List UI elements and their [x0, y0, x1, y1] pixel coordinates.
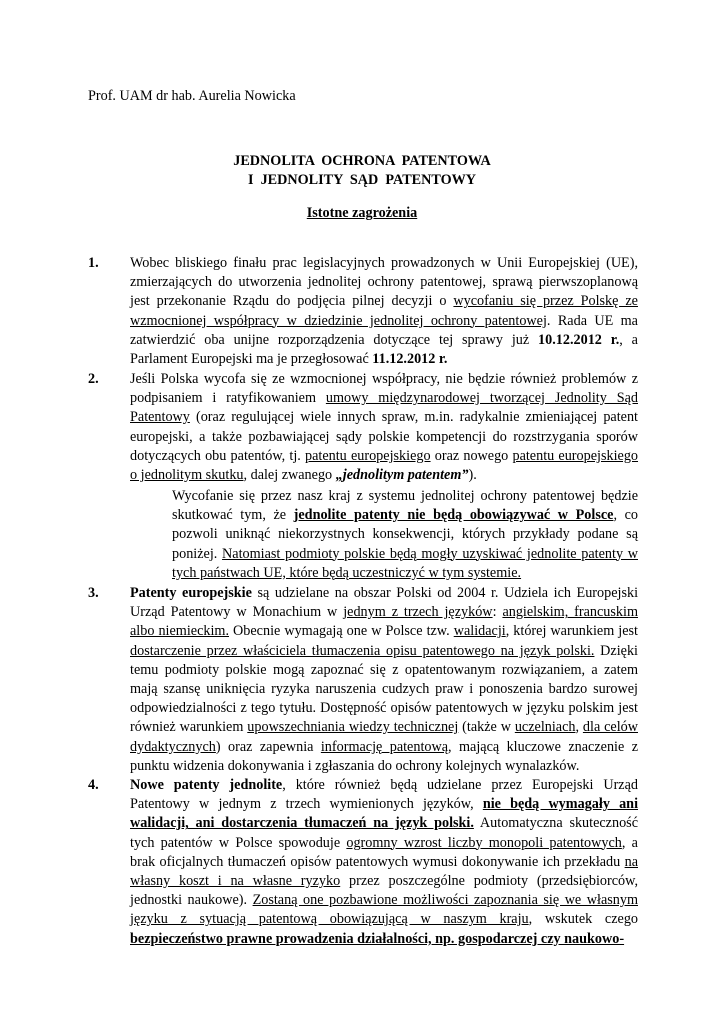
p3-text-2: : — [492, 604, 503, 621]
p3-underline-1: jednym z trzech języków — [343, 604, 493, 621]
quote-text-1: Wycofanie się przez nasz kraj z systemu jednolitej ochrony patentowej będzie skutkować tym, że — [172, 488, 638, 524]
p4-underline-2: na własny koszt i na własne ryzyko — [130, 853, 638, 890]
paragraph-3 — [130, 584, 638, 776]
paragraph-2 — [130, 370, 638, 485]
p3-text-8: ) oraz zapewnia — [215, 738, 321, 755]
p3-text-9: , mającą kluczowe znaczenie z punktu widzenia dokonywania i zgłaszania do ochrony kolejnych wynalazków. — [130, 738, 638, 774]
p3-text-7: , — [575, 719, 583, 736]
p4-underline-1: ogromny wzrost liczby monopoli patentowych — [346, 834, 622, 851]
p4-bold-underline-1: nie będą wymagały ani walidacji, ani dostarczenia tłumaczeń na język polski. — [130, 796, 639, 832]
p4-text-4: przez poszczególne podmioty (przedsiębiorców, jednostki naukowe). — [130, 873, 638, 909]
paragraph-3-number: 3. — [88, 585, 99, 601]
p4-text-2: Automatyczna skuteczność tych patentów w Polsce spowoduje — [130, 815, 638, 851]
p3-text-3: Obecnie wymagają one w Polsce tzw. — [229, 623, 454, 640]
p3-underline-2: angielskim, francuskim albo niemieckim. — [130, 604, 638, 640]
p4-text-5: , wskutek czego — [528, 911, 639, 928]
paragraph-1-number: 1. — [88, 255, 99, 271]
p1-text-2: . Rada UE ma zatwierdzić oba unijne rozporządzenia dotyczące tej sprawy już — [130, 312, 638, 348]
quote-text-2: , co pozwoli uniknąć niekorzystnych konsekwencji, których przykłady podane są poniżej. — [172, 507, 638, 562]
p2-bold-italic-1: „jednolitym patentem” — [335, 467, 469, 484]
p3-underline-7: dla celów dydaktycznych — [130, 719, 638, 755]
p4-underline-3: Zostaną one pozbawione możliwości zapoznania się we własnym języku z sytuacją patentową obowiązującą w naszym kraju — [130, 892, 638, 928]
author-line: Prof. UAM dr hab. Aurelia Nowicka — [88, 88, 296, 104]
p4-text-3: , a brak oficjalnych tłumaczeń opisów patentowych wymusi dokonywanie ich przekładu — [130, 834, 638, 870]
p3-underline-4: dostarczenie przez właściciela tłumaczenia opisu patentowego na język polski. — [130, 642, 595, 659]
paragraph-2-number: 2. — [88, 371, 99, 387]
p3-underline-8: informację patentową — [320, 738, 449, 755]
paragraph-4-number: 4. — [88, 777, 99, 793]
document-subtitle: Istotne zagrożenia — [306, 205, 418, 221]
p1-underline-1: wycofaniu się przez Polskę ze wzmocnionej współpracy w dziedzinie jednolitej ochrony patentowej — [130, 293, 638, 329]
p3-underline-3: walidacji — [453, 623, 506, 640]
p2-underline-1: umowy międzynarodowej tworzącej Jednolity Sąd Patentowy — [130, 390, 638, 426]
title-line-2: I JEDNOLITY SĄD PATENTOWY — [247, 172, 477, 189]
p4-bold-underline-2: bezpieczeństwo prawne prowadzenia działalności, np. gospodarczej czy naukowo- — [130, 930, 625, 947]
p3-text-1: są udzielane na obszar Polski od 2004 r. Udziela ich Europejski Urząd Patentowy w Monachium w — [130, 585, 639, 621]
title-line-1: JEDNOLITA OCHRONA PATENTOWA — [233, 153, 491, 169]
p1-bold-date-1: 10.12.2012 r. — [538, 331, 620, 348]
p2-text-3: oraz nowego — [430, 447, 513, 464]
p2-text-1: Jeśli Polska wycofa się ze wzmocnionej współpracy, nie będzie również problemów z podpisaniem i ratyfikowaniem — [130, 371, 638, 407]
p2-text-4: , dalej zwanego — [243, 467, 336, 484]
p3-text-5: Dzięki temu podmioty polskie mogą zapoznać się z opatentowanym rozwiązaniem, a zatem mają szansę uniknięcia ryzyka naruszenia cudzych praw i ponoszenia bardzo surowej odpowiedzialności z tego tytułu. Dostępność opisów patentowych w języku polskim jest również warunkiem — [130, 642, 638, 736]
paragraph-4 — [130, 776, 638, 949]
p3-text-6: (także w — [458, 719, 515, 736]
p2-underline-3: patentu europejskiego o jednolitym skutku — [130, 447, 639, 484]
p4-text-1: , które również będą udzielane przez Europejski Urząd Patentowy w jednym z trzech wymienionych języków, — [130, 777, 638, 813]
p2-text-2: (oraz regulującej wiele innych spraw, m.in. radykalnie zmieniającej patent europejski, a także pozbawiającej sądy polskie kompetencji do rozstrzygania sporów dotyczących obu patentów, tj. — [130, 409, 638, 464]
document-title — [0, 152, 724, 190]
p4-bold-1: Nowe patenty jednolite — [130, 777, 283, 793]
p2-underline-2: patentu europejskiego — [305, 447, 431, 464]
quote-underline-1: Natomiast podmioty polskie będą mogły uzyskiwać jednolite patenty w tych państwach UE, które będą uczestniczyć w tym systemie. — [172, 545, 638, 581]
p1-bold-date-2: 11.12.2012 r. — [372, 351, 448, 368]
p3-underline-6: uczelniach — [514, 719, 576, 736]
p3-text-4: , której warunkiem jest — [505, 623, 638, 640]
paragraph-1 — [130, 254, 638, 369]
quote-bold-underline-1: jednolite patenty nie będą obowiązywać w Polsce — [293, 507, 614, 524]
p3-underline-5: upowszechniania wiedzy technicznej — [247, 719, 459, 736]
p3-bold-1: Patenty europejskie — [130, 585, 252, 601]
p1-text-3: , a Parlament Europejski ma je przegłosować — [130, 331, 638, 368]
p1-text-1: Wobec bliskiego finału prac legislacyjnych prowadzonych w Unii Europejskiej (UE), zmierzających do utworzenia jednolitej ochrony patentowej, sprawą pierwszoplanową jest przekonanie Rządu do podjęcia pilnej decyzji o — [130, 255, 638, 310]
indented-note — [172, 487, 638, 583]
p2-text-5: ). — [468, 467, 477, 484]
